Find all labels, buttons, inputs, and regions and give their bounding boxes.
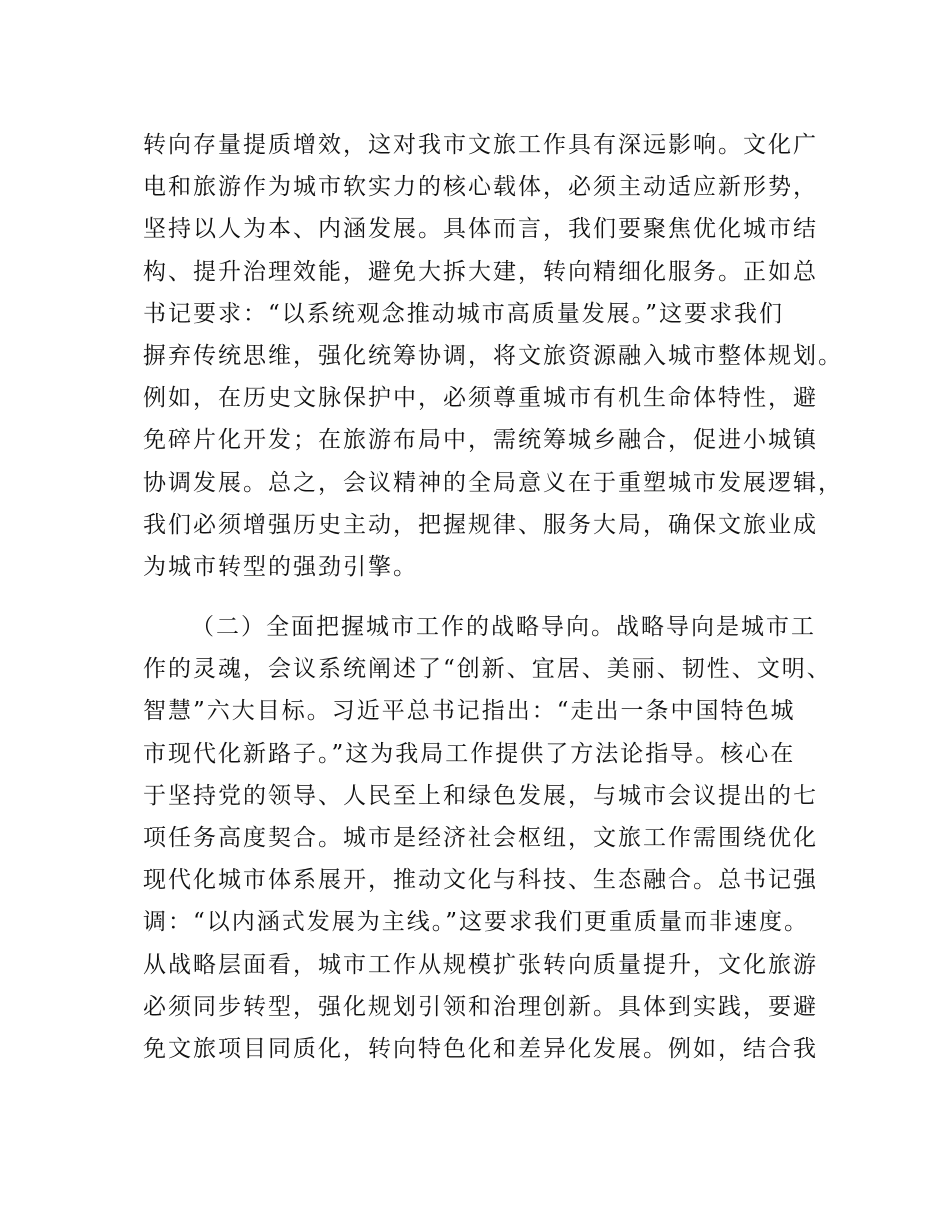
text-line: 于坚持党的领导、人民至上和绿色发展，与城市会议提出的七: [143, 782, 818, 809]
text-line: 构、提升治理效能，避免大拆大建，转向精细化服务。正如总: [143, 258, 818, 285]
text-line: 协调发展。总之，会议精神的全局意义在于重塑城市发展逻辑，: [143, 469, 843, 496]
text-line: 我们必须增强历史主动，把握规律、服务大局，确保文旅业成: [143, 511, 818, 538]
text-line: 电和旅游作为城市软实力的核心载体，必须主动适应新形势，: [143, 174, 818, 201]
text-line: 调：“以内涵式发展为主线。”这要求我们更重质量而非速度。: [143, 909, 810, 936]
text-line: 免碎片化开发；在旅游布局中，需统筹城乡融合，促进小城镇: [143, 427, 818, 454]
text-line: 必须同步转型，强化规划引领和治理创新。具体到实践，要避: [143, 993, 818, 1020]
section-heading-line: （二）全面把握城市工作的战略导向。战略导向是城市工: [191, 614, 816, 640]
text-line: 为城市转型的强劲引擎。: [143, 553, 418, 580]
text-line: 现代化城市体系展开，推动文化与科技、生态融合。总书记强: [143, 867, 818, 894]
text-line: 摒弃传统思维，强化统筹协调，将文旅资源融入城市整体规划。: [143, 342, 843, 369]
text-line: 项任务高度契合。城市是经济社会枢纽，文旅工作需围绕优化: [143, 824, 818, 851]
text-line: 转向存量提质增效，这对我市文旅工作具有深远影响。文化广: [143, 132, 818, 158]
text-line: 例如，在历史文脉保护中，必须尊重城市有机生命体特性，避: [143, 385, 818, 412]
text-line: 市现代化新路子。”这为我局工作提供了方法论指导。核心在: [143, 740, 796, 767]
text-line: 作的灵魂，会议系统阐述了“创新、宜居、美丽、韧性、文明、: [143, 656, 832, 683]
paragraph-2: [143, 606, 832, 1070]
text-line: 书记要求：“以系统观念推动城市高质量发展。”这要求我们: [143, 300, 785, 327]
paragraph-1: [143, 124, 843, 588]
text-line: 免文旅项目同质化，转向特色化和差异化发展。例如，结合我: [143, 1035, 818, 1062]
text-line: 智慧”六大目标。习近平总书记指出：“走出一条中国特色城: [143, 698, 796, 725]
text-line: 坚持以人为本、内涵发展。具体而言，我们要聚焦优化城市结: [143, 216, 818, 243]
text-line: 从战略层面看，城市工作从规模扩张转向质量提升，文化旅游: [143, 951, 818, 978]
